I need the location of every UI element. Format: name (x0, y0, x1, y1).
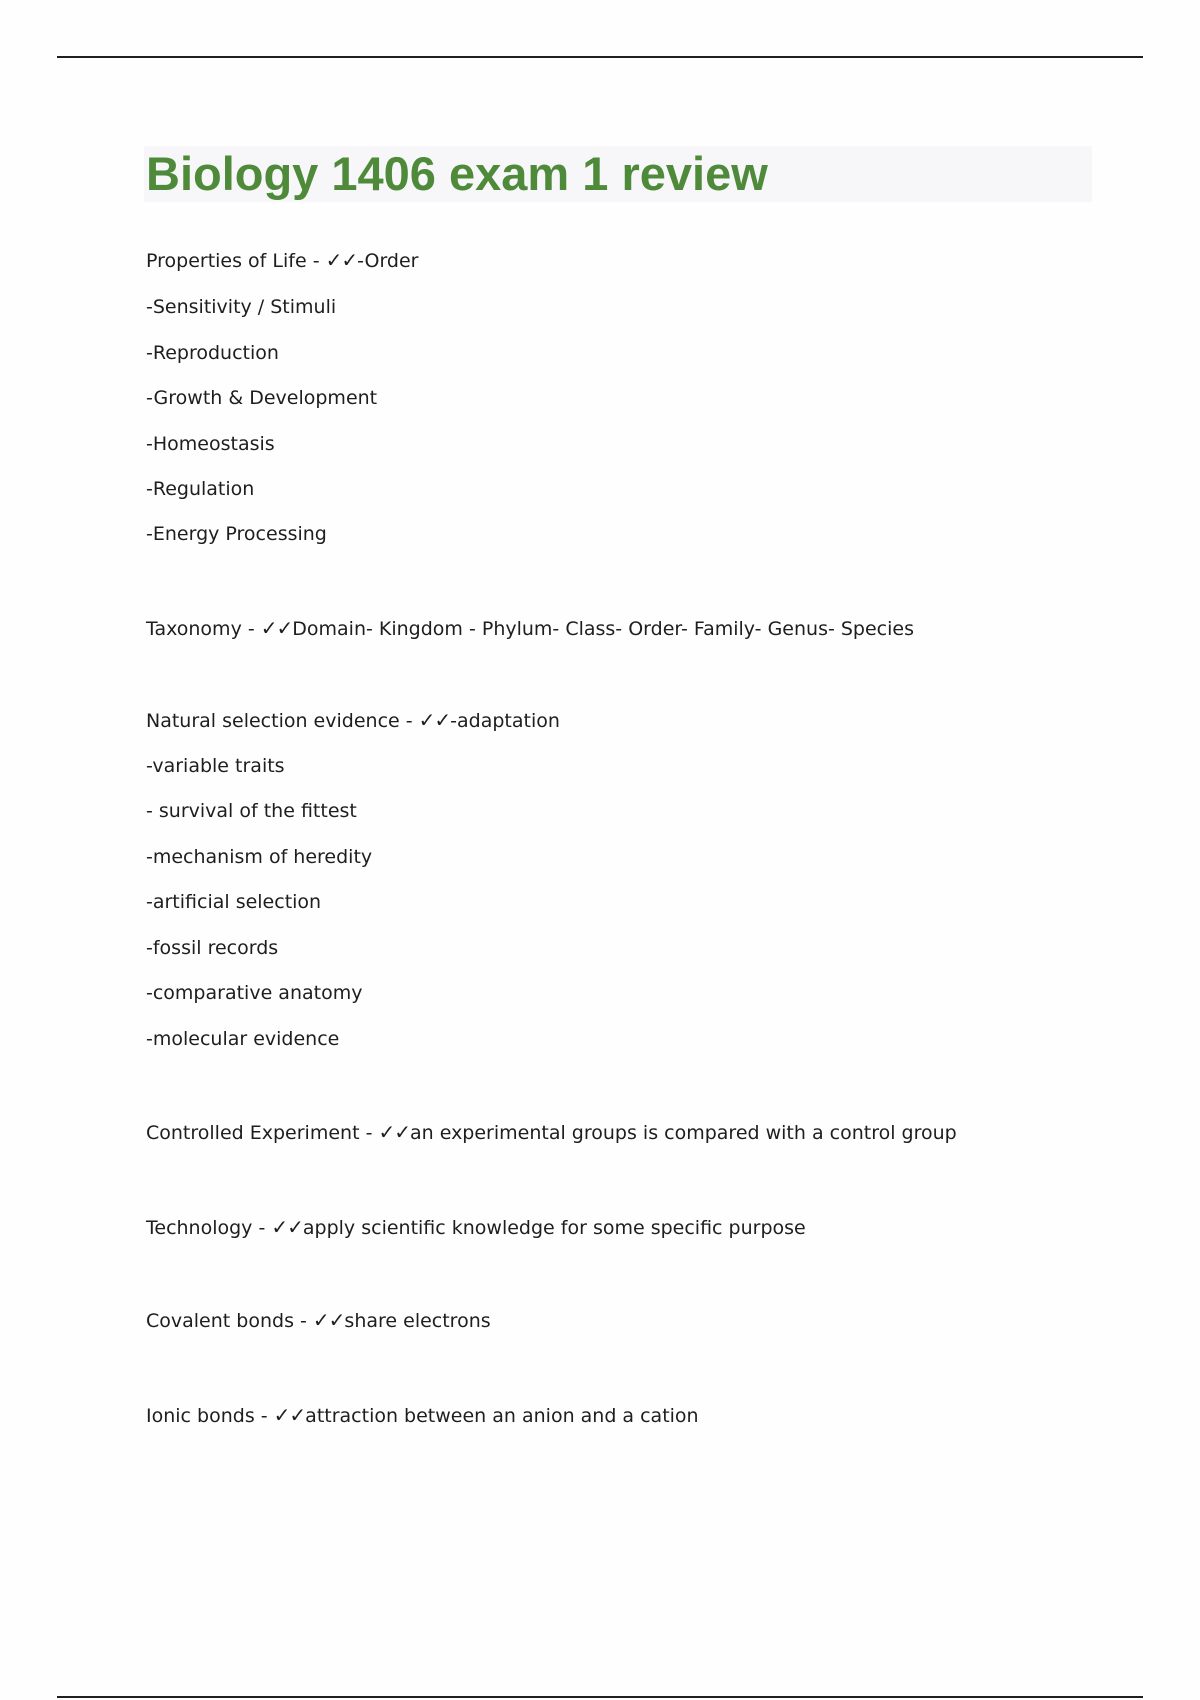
check-icon: ✓✓ (271, 1215, 303, 1239)
list-item: - survival of the fittest (146, 800, 357, 822)
list-item: -mechanism of heredity (146, 846, 373, 868)
check-icon: ✓✓ (378, 1120, 410, 1144)
list-item: -molecular evidence (146, 1028, 340, 1050)
check-icon: ✓✓ (273, 1403, 306, 1427)
entry-term: Ionic bonds - (146, 1405, 274, 1427)
header-rule (57, 56, 1143, 58)
entry-covalent-bonds (146, 1307, 491, 1334)
entry-term: Covalent bonds - (146, 1310, 313, 1332)
entry-term: Controlled Experiment - (146, 1122, 379, 1144)
list-item: -artificial selection (146, 891, 322, 913)
entry-answer: share electrons (344, 1310, 491, 1332)
list-item: -fossil records (146, 937, 279, 959)
check-icon: ✓✓ (260, 616, 293, 640)
list-item: -Homeostasis (146, 433, 275, 455)
entry-answer: Domain- Kingdom - Phylum- Class- Order- Family- Genus- Species (292, 618, 914, 640)
check-icon: ✓✓ (312, 1308, 345, 1332)
check-icon: ✓✓ (418, 708, 451, 732)
entry-taxonomy (146, 615, 914, 642)
entry-answer: an experimental groups is compared with a control group (409, 1122, 957, 1144)
entry-term: Taxonomy - (146, 618, 261, 640)
entry-answer: -Order (357, 250, 419, 272)
list-item: -variable traits (146, 755, 285, 777)
list-item: -Reproduction (146, 342, 279, 364)
list-item: -comparative anatomy (146, 982, 363, 1004)
page-title: Biology 1406 exam 1 review (146, 147, 768, 200)
list-item: -Regulation (146, 478, 255, 500)
entry-natural-selection-evidence (146, 707, 560, 734)
list-item: -Sensitivity / Stimuli (146, 296, 337, 318)
list-item: -Growth & Development (146, 387, 378, 409)
entry-answer: apply scientific knowledge for some specific purpose (302, 1217, 806, 1239)
entry-term: Properties of Life - (146, 250, 326, 272)
entry-ionic-bonds (146, 1402, 699, 1429)
entry-answer: -adaptation (450, 710, 560, 732)
entry-properties-of-life (146, 247, 419, 274)
list-item: -Energy Processing (146, 523, 327, 545)
entry-answer: attraction between an anion and a cation (305, 1405, 699, 1427)
entry-term: Natural selection evidence - (146, 710, 419, 732)
entry-technology (146, 1214, 806, 1241)
footer-rule (57, 1696, 1143, 1698)
check-icon: ✓✓ (325, 248, 358, 272)
entry-term: Technology - (146, 1217, 272, 1239)
entry-controlled-experiment (146, 1119, 957, 1146)
